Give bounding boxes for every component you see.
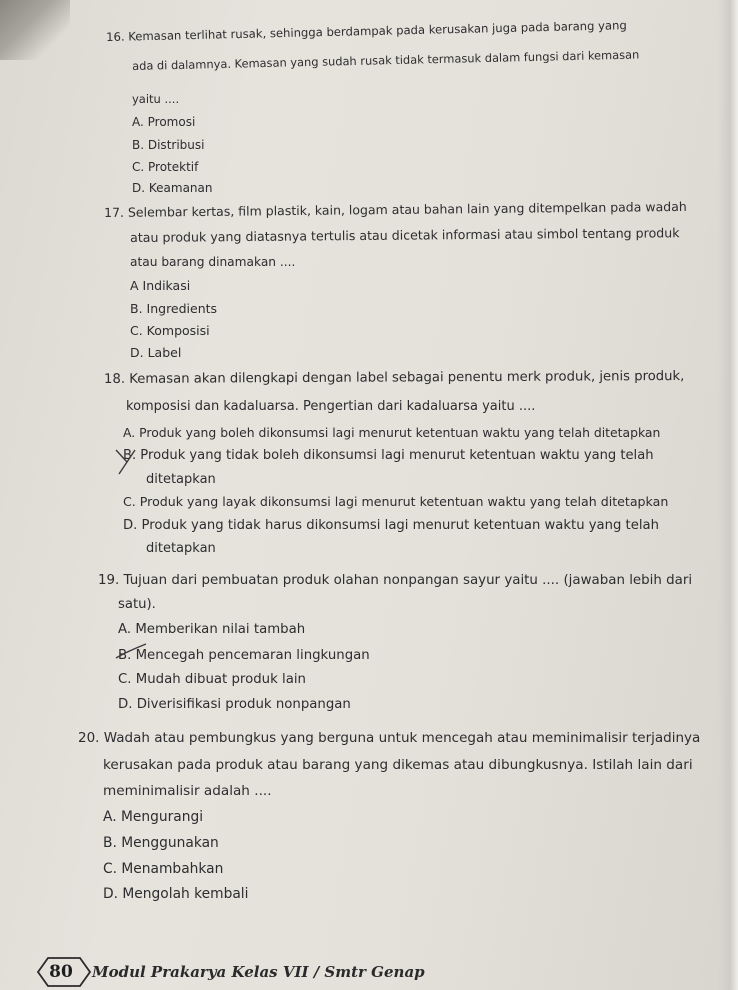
question-16-line-2: ada di dalamnya. Kemasan yang sudah rusak tidak termasuk dalam fungsi dari kemasan <box>132 47 640 73</box>
question-19-line-2: satu). <box>118 597 156 612</box>
question-19-option-d: D. Diverisifikasi produk nonpangan <box>118 697 351 712</box>
question-16-line-1: 16. Kemasan terlihat rusak, sehingga berdampak pada kerusakan juga pada barang yang <box>106 18 627 44</box>
question-18-option-c: C. Produk yang layak dikonsumsi lagi menurut ketentuan waktu yang telah ditetapkan <box>123 494 669 509</box>
page-number: 80 <box>49 962 73 982</box>
question-18-line-2: komposisi dan kadaluarsa. Pengertian dari kadaluarsa yaitu .... <box>126 399 536 414</box>
page-number-badge <box>30 955 92 989</box>
question-18-option-b: B. Produk yang tidak boleh dikonsumsi lagi menurut ketentuan waktu yang telah <box>123 448 654 463</box>
question-18-line-1: 18. Kemasan akan dilengkapi dengan label sebagai penentu merk produk, jenis produk, <box>104 368 685 387</box>
question-19-line-1: 19. Tujuan dari pembuatan produk olahan nonpangan sayur yaitu .... (jawaban lebih dari <box>98 573 693 588</box>
question-16-option-b: B. Distribusi <box>132 138 205 152</box>
question-17-line-3: atau barang dinamakan .... <box>130 255 296 269</box>
question-17-line-2: atau produk yang diatasnya tertulis atau dicetak informasi atau simbol tentang produk <box>130 225 680 245</box>
question-17-option-b: B. Ingredients <box>130 301 218 316</box>
question-17-option-a: A Indikasi <box>130 278 191 293</box>
page-edge <box>718 0 738 990</box>
question-19-option-b: B. Mencegah pencemaran lingkungan <box>118 648 370 663</box>
question-20-line-1: 20. Wadah atau pembungkus yang berguna untuk mencegah atau meminimalisir terjadinya <box>78 730 701 746</box>
question-20-option-a: A. Mengurangi <box>103 809 204 825</box>
question-17-line-1: 17. Selembar kertas, film plastik, kain, logam atau bahan lain yang ditempelkan pada wadah <box>104 198 687 220</box>
question-16-option-d: D. Keamanan <box>132 181 213 195</box>
question-19-option-a: A. Memberikan nilai tambah <box>118 622 306 637</box>
answer-cross-mark <box>113 447 143 477</box>
question-20-option-c: C. Menambahkan <box>103 861 224 877</box>
question-20-line-2: kerusakan pada produk atau barang yang dikemas atau dibungkusnya. Istilah lain dari <box>103 757 693 773</box>
question-18-option-d-continued: ditetapkan <box>146 541 216 556</box>
question-18-option-b-continued: ditetapkan <box>146 472 216 487</box>
question-16-line-3: yaitu .... <box>132 92 180 106</box>
question-17-option-d: D. Label <box>130 345 182 360</box>
module-title: Modul Prakarya Kelas VII / Smtr Genap <box>92 963 425 981</box>
question-16-option-c: C. Protektif <box>132 160 199 174</box>
answer-slash-mark <box>112 642 152 662</box>
question-18-option-a: A. Produk yang boleh dikonsumsi lagi menurut ketentuan waktu yang telah ditetapkan <box>123 425 661 440</box>
question-17-option-c: C. Komposisi <box>130 323 210 338</box>
question-20-option-d: D. Mengolah kembali <box>103 886 249 902</box>
question-20-line-3: meminimalisir adalah .... <box>103 783 272 799</box>
page-corner-shadow <box>0 0 70 60</box>
question-19-option-c: C. Mudah dibuat produk lain <box>118 672 306 687</box>
question-18-option-d: D. Produk yang tidak harus dikonsumsi lagi menurut ketentuan waktu yang telah <box>123 518 659 533</box>
question-20-option-b: B. Menggunakan <box>103 835 219 851</box>
question-16-option-a: A. Promosi <box>132 115 196 129</box>
